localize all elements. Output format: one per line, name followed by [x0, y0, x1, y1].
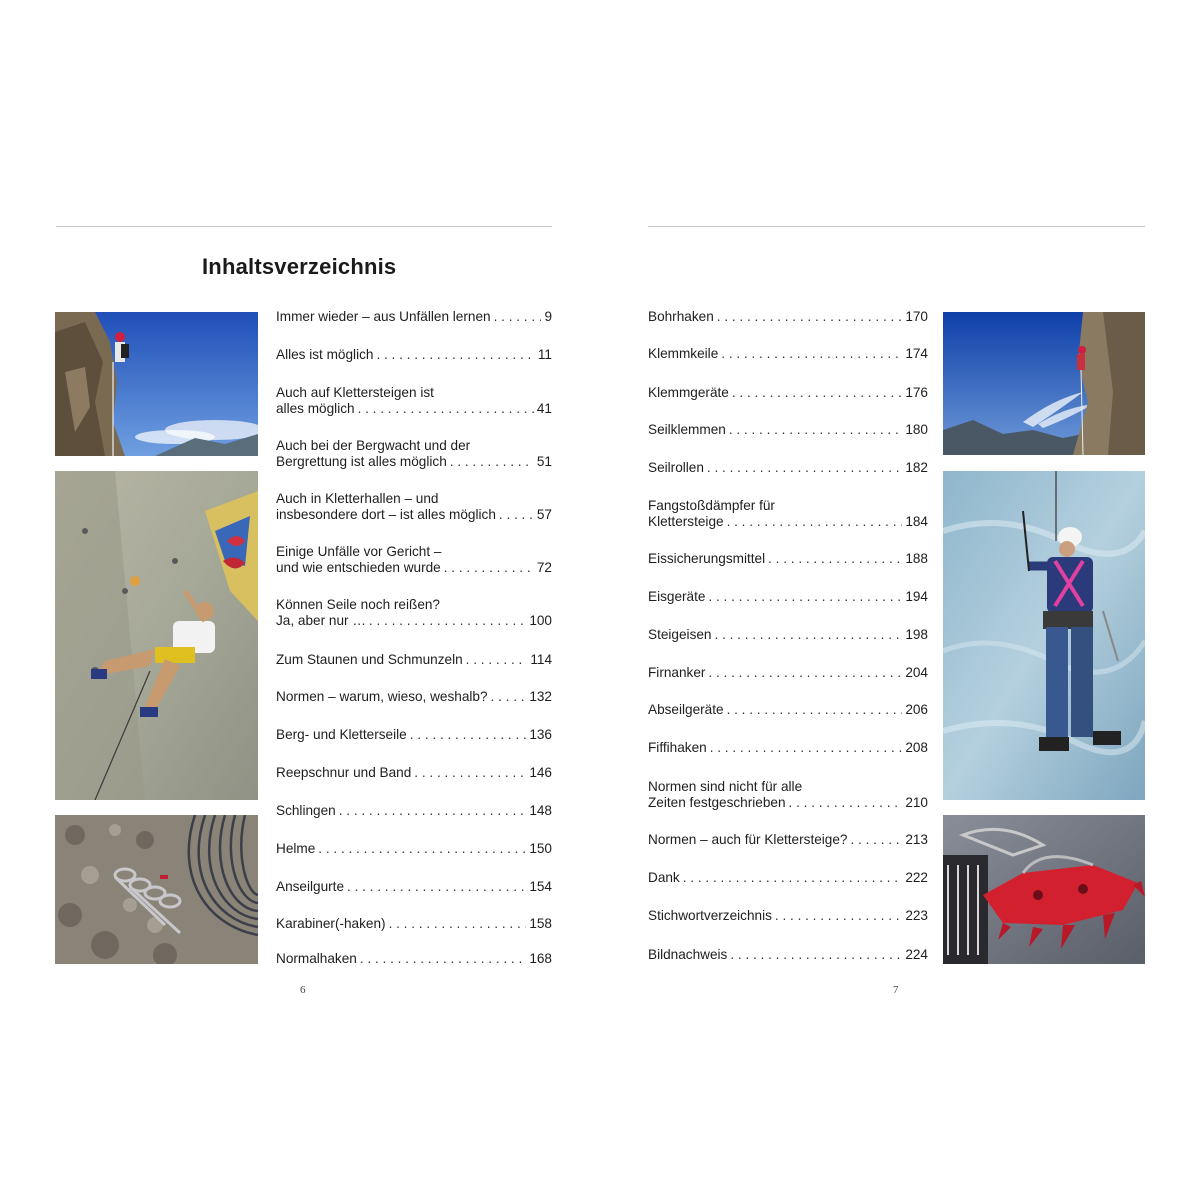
toc-entry[interactable]: Normalhaken . . . 168 — [276, 951, 552, 967]
toc-entry[interactable]: Immer wieder – aus Unfällen lernen . . . 9 — [276, 309, 552, 325]
photo-climber-on-cliff — [943, 312, 1145, 455]
toc-entry[interactable]: Seilklemmen . . . 180 — [648, 422, 928, 438]
photo-red-crampon — [943, 815, 1145, 964]
photo-rock-climber-sky — [55, 312, 258, 456]
toc-entry[interactable]: Klemmgeräte . . . 176 — [648, 385, 928, 401]
page-title: Inhaltsverzeichnis — [202, 254, 397, 279]
toc-entry[interactable]: Anseilgurte . . . 154 — [276, 879, 552, 895]
toc-entry[interactable]: Bildnachweis . . . 224 — [648, 947, 928, 963]
toc-entry[interactable]: Schlingen . . . 148 — [276, 803, 552, 819]
toc-entry[interactable]: Dank . . . 222 — [648, 870, 928, 886]
photo-ice-climber — [943, 471, 1145, 800]
toc-entry[interactable]: Steigeisen . . . 198 — [648, 627, 928, 643]
toc-entry[interactable]: Alles ist möglich . . . 11 — [276, 347, 552, 363]
toc-entry[interactable]: Zum Staunen und Schmunzeln . . . 114 — [276, 652, 552, 668]
page-number-right: 7 — [893, 984, 899, 996]
toc-entry[interactable]: Normen sind nicht für alle Zeiten festgeschrieben . . . 210 — [648, 779, 928, 811]
photo-pitons-and-rope — [55, 815, 258, 964]
top-rule-left — [56, 226, 552, 227]
toc-entry[interactable]: Abseilgeräte . . . 206 — [648, 702, 928, 718]
toc-entry[interactable]: Eisgeräte . . . 194 — [648, 589, 928, 605]
toc-entry[interactable]: Fangstoßdämpfer für Klettersteige . . . 184 — [648, 498, 928, 530]
toc-entry[interactable]: Seilrollen . . . 182 — [648, 460, 928, 476]
toc-entry[interactable]: Auch bei der Bergwacht und der Bergrettung ist alles möglich . . . 51 — [276, 438, 552, 470]
top-rule-right — [648, 226, 1145, 227]
toc-entry[interactable]: Berg- und Kletterseile . . . 136 — [276, 727, 552, 743]
photo-indoor-climbing-wall — [55, 471, 258, 800]
toc-entry[interactable]: Bohrhaken . . . 170 — [648, 309, 928, 325]
toc-entry[interactable]: Karabiner(-haken) . . . 158 — [276, 916, 552, 932]
toc-entry[interactable]: Stichwortverzeichnis . . . 223 — [648, 908, 928, 924]
toc-entry[interactable]: Normen – warum, wieso, weshalb? . . . 132 — [276, 689, 552, 705]
toc-entry[interactable]: Auch in Kletterhallen – und insbesondere dort – ist alles möglich . . . 57 — [276, 491, 552, 523]
toc-entry[interactable]: Einige Unfälle vor Gericht – und wie entschieden wurde . . . 72 — [276, 544, 552, 576]
toc-entry[interactable]: Können Seile noch reißen? Ja, aber nur … . . . 100 — [276, 597, 552, 629]
toc-entry[interactable]: Reepschnur und Band . . . 146 — [276, 765, 552, 781]
toc-entry[interactable]: Helme . . . 150 — [276, 841, 552, 857]
toc-entry[interactable]: Normen – auch für Klettersteige? . . . 213 — [648, 832, 928, 848]
toc-entry[interactable]: Firnanker . . . 204 — [648, 665, 928, 681]
toc-entry[interactable]: Fiffihaken . . . 208 — [648, 740, 928, 756]
page-number-left: 6 — [300, 984, 306, 996]
toc-entry[interactable]: Auch auf Klettersteigen ist alles möglich . . . 41 — [276, 385, 552, 417]
toc-entry[interactable]: Eissicherungsmittel . . . 188 — [648, 551, 928, 567]
toc-entry[interactable]: Klemmkeile . . . 174 — [648, 346, 928, 362]
